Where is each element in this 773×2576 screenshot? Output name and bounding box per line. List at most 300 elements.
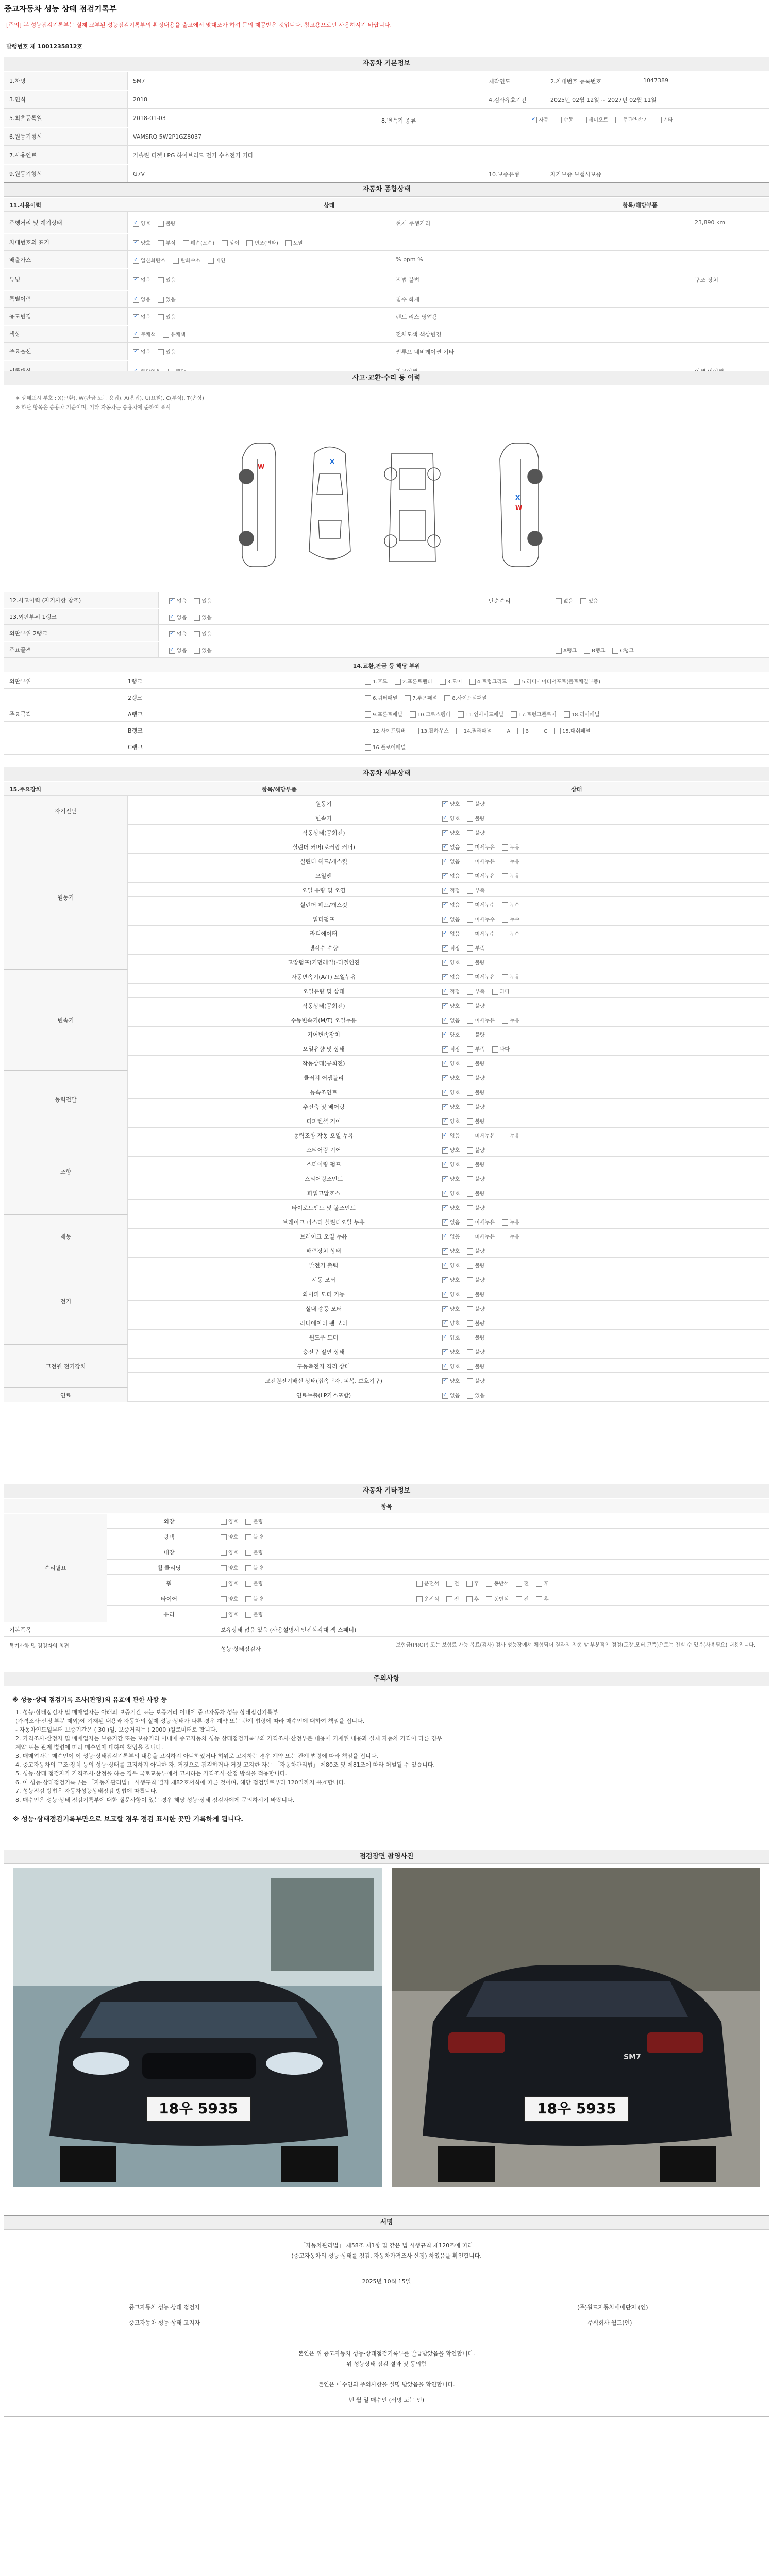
checkbox[interactable] bbox=[467, 816, 473, 822]
checkbox[interactable] bbox=[467, 1104, 473, 1110]
option[interactable]: 불량 bbox=[467, 800, 484, 807]
checkbox[interactable] bbox=[158, 240, 164, 246]
checkbox[interactable] bbox=[133, 332, 139, 338]
option[interactable]: 불량 bbox=[467, 1088, 484, 1096]
option[interactable]: 양호 bbox=[221, 1533, 238, 1540]
checkbox[interactable] bbox=[467, 1090, 473, 1096]
option[interactable]: 12.사이드멤버 bbox=[365, 726, 406, 734]
option[interactable]: 불량 bbox=[467, 1319, 484, 1327]
checkbox[interactable] bbox=[365, 695, 371, 701]
option[interactable]: ✓ 없음 bbox=[169, 613, 187, 621]
option[interactable]: 3.도어 bbox=[440, 677, 462, 685]
checkbox[interactable] bbox=[554, 728, 561, 734]
option[interactable]: ✓ 없음 bbox=[442, 1131, 460, 1139]
option[interactable]: ✓ 없음 bbox=[442, 1218, 460, 1226]
checkbox[interactable] bbox=[467, 1191, 473, 1197]
checkbox[interactable] bbox=[584, 648, 590, 654]
option[interactable]: 불량 bbox=[467, 1333, 484, 1341]
option[interactable]: ✓ 적정 bbox=[442, 944, 460, 952]
checkbox[interactable] bbox=[556, 117, 562, 123]
option[interactable]: 불량 bbox=[467, 814, 484, 822]
option[interactable]: 있음 bbox=[194, 613, 211, 621]
option[interactable]: 8.사이드실패널 bbox=[444, 693, 487, 701]
checkbox[interactable] bbox=[442, 1061, 448, 1067]
checkbox[interactable] bbox=[442, 1032, 448, 1038]
option[interactable]: 부식 bbox=[158, 239, 175, 246]
option[interactable]: 변조(변타) bbox=[246, 239, 278, 246]
checkbox[interactable] bbox=[467, 1118, 473, 1125]
checkbox[interactable] bbox=[405, 695, 411, 701]
checkbox[interactable] bbox=[467, 1364, 473, 1370]
checkbox[interactable] bbox=[467, 1277, 473, 1283]
option[interactable]: 미세누유 bbox=[467, 1016, 495, 1024]
checkbox[interactable] bbox=[466, 1581, 473, 1587]
option[interactable]: 있음 bbox=[194, 646, 211, 654]
checkbox[interactable] bbox=[502, 1018, 508, 1024]
checkbox[interactable] bbox=[502, 902, 508, 908]
checkbox[interactable] bbox=[442, 1393, 448, 1399]
checkbox[interactable] bbox=[469, 679, 476, 685]
option[interactable]: 훼손(오손) bbox=[183, 239, 214, 246]
option[interactable]: 후 bbox=[466, 1595, 479, 1602]
option[interactable]: ✓ 양호 bbox=[442, 958, 460, 966]
option[interactable]: ✓ 양호 bbox=[442, 1261, 460, 1269]
option[interactable]: ✓ 양호 bbox=[442, 1276, 460, 1283]
option[interactable]: 없음 bbox=[556, 597, 573, 604]
option[interactable]: ✓ 없음 bbox=[133, 276, 150, 283]
option[interactable]: 미세누수 bbox=[467, 915, 495, 923]
option[interactable]: ✓ 일산화탄소 bbox=[133, 256, 165, 264]
option[interactable]: 불량 bbox=[245, 1564, 263, 1571]
checkbox[interactable] bbox=[467, 989, 473, 995]
checkbox[interactable] bbox=[442, 1335, 448, 1341]
option[interactable]: ✓ 없음 bbox=[442, 929, 460, 937]
option[interactable]: 누유 bbox=[502, 1232, 519, 1240]
option[interactable]: ✓ 양호 bbox=[442, 814, 460, 822]
checkbox[interactable] bbox=[467, 1248, 473, 1255]
option[interactable]: 15.대쉬패널 bbox=[554, 726, 591, 734]
checkbox[interactable] bbox=[536, 1581, 542, 1587]
option[interactable]: 미세누수 bbox=[467, 901, 495, 908]
option[interactable]: ✓ 적정 bbox=[442, 987, 460, 995]
option[interactable]: ✓ 없음 bbox=[169, 630, 187, 637]
option[interactable]: 불량 bbox=[245, 1517, 263, 1525]
checkbox[interactable] bbox=[245, 1534, 251, 1540]
checkbox[interactable] bbox=[612, 648, 618, 654]
checkbox[interactable] bbox=[245, 1581, 251, 1587]
checkbox[interactable] bbox=[163, 332, 169, 338]
option[interactable]: 매연 bbox=[208, 256, 225, 264]
checkbox[interactable] bbox=[169, 648, 175, 654]
checkbox[interactable] bbox=[502, 1219, 508, 1226]
option[interactable]: ✓ 적정 bbox=[442, 1045, 460, 1053]
option[interactable]: 불량 bbox=[467, 1362, 484, 1370]
option[interactable]: 양호 bbox=[221, 1548, 238, 1556]
option[interactable]: 동반석 bbox=[486, 1579, 509, 1587]
option[interactable]: 누유 bbox=[502, 973, 519, 980]
checkbox[interactable] bbox=[442, 917, 448, 923]
checkbox[interactable] bbox=[442, 1118, 448, 1125]
checkbox[interactable] bbox=[467, 945, 473, 952]
option[interactable]: 16.플로어패널 bbox=[365, 743, 406, 751]
option[interactable]: 불량 bbox=[467, 1002, 484, 1009]
checkbox[interactable] bbox=[446, 1581, 452, 1587]
option[interactable]: 불량 bbox=[467, 1189, 484, 1197]
checkbox[interactable] bbox=[467, 1234, 473, 1240]
checkbox[interactable] bbox=[536, 728, 542, 734]
checkbox[interactable] bbox=[467, 859, 473, 865]
option[interactable]: 있음 bbox=[158, 313, 175, 320]
checkbox[interactable] bbox=[442, 1191, 448, 1197]
checkbox[interactable] bbox=[365, 679, 371, 685]
option[interactable]: 불량 bbox=[467, 1175, 484, 1182]
checkbox[interactable] bbox=[502, 974, 508, 980]
checkbox[interactable] bbox=[133, 221, 139, 227]
option[interactable]: 누유 bbox=[502, 1218, 519, 1226]
checkbox[interactable] bbox=[467, 830, 473, 836]
checkbox[interactable] bbox=[365, 728, 371, 734]
option[interactable]: ✓ 적정 bbox=[442, 886, 460, 894]
option[interactable]: 불량 bbox=[467, 1276, 484, 1283]
option[interactable]: 14.필러패널 bbox=[456, 726, 492, 734]
option[interactable]: 있음 bbox=[158, 348, 175, 355]
option[interactable]: 양호 bbox=[221, 1517, 238, 1525]
checkbox[interactable] bbox=[502, 859, 508, 865]
checkbox[interactable] bbox=[467, 801, 473, 807]
checkbox[interactable] bbox=[536, 1596, 542, 1602]
checkbox[interactable] bbox=[467, 1032, 473, 1038]
checkbox[interactable] bbox=[467, 931, 473, 937]
checkbox[interactable] bbox=[492, 1046, 498, 1053]
option[interactable]: 17.트렁크플로어 bbox=[511, 710, 557, 718]
checkbox[interactable] bbox=[442, 1277, 448, 1283]
option[interactable]: C bbox=[536, 728, 547, 734]
checkbox[interactable] bbox=[467, 1335, 473, 1341]
checkbox[interactable] bbox=[502, 931, 508, 937]
checkbox[interactable] bbox=[442, 859, 448, 865]
checkbox[interactable] bbox=[194, 598, 200, 604]
option[interactable]: 불량 bbox=[158, 219, 175, 227]
checkbox[interactable] bbox=[517, 728, 524, 734]
checkbox[interactable] bbox=[467, 1162, 473, 1168]
checkbox[interactable] bbox=[442, 902, 448, 908]
option[interactable]: ✓ 양호 bbox=[442, 1175, 460, 1182]
option[interactable]: 후 bbox=[466, 1579, 479, 1587]
option[interactable]: ✓ 양호 bbox=[442, 1146, 460, 1154]
checkbox[interactable] bbox=[467, 1378, 473, 1384]
checkbox[interactable] bbox=[158, 221, 164, 227]
checkbox[interactable] bbox=[245, 1550, 251, 1556]
checkbox[interactable] bbox=[221, 1581, 227, 1587]
checkbox[interactable] bbox=[442, 974, 448, 980]
option[interactable]: ✓ 없음 bbox=[442, 1016, 460, 1024]
option[interactable]: 불량 bbox=[467, 1377, 484, 1384]
checkbox[interactable] bbox=[442, 1263, 448, 1269]
option[interactable]: B랭크 bbox=[584, 646, 605, 654]
option[interactable]: 미세누유 bbox=[467, 843, 495, 851]
checkbox[interactable] bbox=[442, 945, 448, 952]
checkbox[interactable] bbox=[442, 1292, 448, 1298]
option[interactable]: ✓ 양호 bbox=[133, 239, 150, 246]
option[interactable]: 불량 bbox=[467, 958, 484, 966]
option[interactable]: ✓ 양호 bbox=[442, 1333, 460, 1341]
checkbox[interactable] bbox=[133, 258, 139, 264]
checkbox[interactable] bbox=[221, 1550, 227, 1556]
checkbox[interactable] bbox=[416, 1596, 423, 1602]
option[interactable]: 미세누유 bbox=[467, 857, 495, 865]
option[interactable]: ✓ 양호 bbox=[442, 1189, 460, 1197]
checkbox[interactable] bbox=[221, 1612, 227, 1618]
checkbox[interactable] bbox=[194, 648, 200, 654]
checkbox[interactable] bbox=[467, 1176, 473, 1182]
checkbox[interactable] bbox=[516, 1596, 522, 1602]
option[interactable]: ✓ 무채색 bbox=[133, 330, 156, 338]
option[interactable]: 미세누유 bbox=[467, 1218, 495, 1226]
checkbox[interactable] bbox=[467, 1306, 473, 1312]
checkbox[interactable] bbox=[208, 258, 214, 264]
option[interactable]: 불량 bbox=[467, 1030, 484, 1038]
option[interactable]: 불량 bbox=[245, 1610, 263, 1618]
checkbox[interactable] bbox=[442, 989, 448, 995]
option[interactable]: 탄화수소 bbox=[173, 256, 200, 264]
option[interactable]: 있음 bbox=[158, 276, 175, 283]
option[interactable]: 누유 bbox=[502, 1131, 519, 1139]
checkbox[interactable] bbox=[413, 728, 419, 734]
checkbox[interactable] bbox=[173, 258, 179, 264]
option[interactable]: ✓ 양호 bbox=[442, 1117, 460, 1125]
checkbox[interactable] bbox=[245, 1519, 251, 1525]
checkbox[interactable] bbox=[564, 711, 570, 718]
checkbox[interactable] bbox=[581, 117, 587, 123]
checkbox[interactable] bbox=[221, 1519, 227, 1525]
option[interactable]: ✓ 양호 bbox=[442, 1103, 460, 1110]
checkbox[interactable] bbox=[456, 728, 462, 734]
checkbox[interactable] bbox=[511, 711, 517, 718]
option[interactable]: ✓ 양호 bbox=[442, 1030, 460, 1038]
checkbox[interactable] bbox=[467, 1263, 473, 1269]
option[interactable]: 도말 bbox=[285, 239, 303, 246]
option[interactable]: 불량 bbox=[245, 1548, 263, 1556]
option[interactable]: ✓ 양호 bbox=[442, 800, 460, 807]
option[interactable]: ✓ 양호 bbox=[442, 828, 460, 836]
option[interactable]: 전 bbox=[516, 1579, 529, 1587]
checkbox[interactable] bbox=[442, 1349, 448, 1355]
option[interactable]: 4.트렁크리드 bbox=[469, 677, 507, 685]
checkbox[interactable] bbox=[467, 844, 473, 851]
option[interactable]: 불량 bbox=[245, 1579, 263, 1587]
option[interactable]: 누유 bbox=[502, 857, 519, 865]
option[interactable]: 불량 bbox=[467, 1348, 484, 1355]
option[interactable]: 기타 bbox=[656, 115, 673, 123]
option[interactable]: 2.프론트펜더 bbox=[395, 677, 432, 685]
checkbox[interactable] bbox=[245, 1596, 251, 1602]
option[interactable]: 미세누유 bbox=[467, 973, 495, 980]
checkbox[interactable] bbox=[556, 648, 562, 654]
option[interactable]: 양호 bbox=[221, 1595, 238, 1602]
checkbox[interactable] bbox=[442, 1133, 448, 1139]
option[interactable]: 불량 bbox=[467, 1160, 484, 1168]
checkbox[interactable] bbox=[580, 598, 586, 604]
checkbox[interactable] bbox=[442, 844, 448, 851]
option[interactable]: 상이 bbox=[222, 239, 239, 246]
option[interactable]: 있음 bbox=[467, 1391, 484, 1399]
checkbox[interactable] bbox=[467, 1003, 473, 1009]
checkbox[interactable] bbox=[442, 1046, 448, 1053]
option[interactable]: 불량 bbox=[245, 1595, 263, 1602]
option[interactable]: ✓ 양호 bbox=[442, 1059, 460, 1067]
checkbox[interactable] bbox=[416, 1581, 423, 1587]
checkbox[interactable] bbox=[442, 1075, 448, 1081]
checkbox[interactable] bbox=[221, 1596, 227, 1602]
option[interactable]: 누유 bbox=[502, 1016, 519, 1024]
checkbox[interactable] bbox=[442, 1234, 448, 1240]
checkbox[interactable] bbox=[442, 830, 448, 836]
option[interactable]: 수동 bbox=[556, 115, 573, 123]
option[interactable]: ✓ 양호 bbox=[442, 1362, 460, 1370]
checkbox[interactable] bbox=[467, 1133, 473, 1139]
option[interactable]: 양호 bbox=[221, 1564, 238, 1571]
option[interactable]: 18.리어패널 bbox=[564, 710, 600, 718]
checkbox[interactable] bbox=[467, 1205, 473, 1211]
checkbox[interactable] bbox=[133, 349, 139, 355]
option[interactable]: 불량 bbox=[467, 1103, 484, 1110]
option[interactable]: ✓ 없음 bbox=[169, 646, 187, 654]
option[interactable]: ✓ 없음 bbox=[442, 915, 460, 923]
checkbox[interactable] bbox=[467, 1292, 473, 1298]
option[interactable]: ✓ 자동 bbox=[531, 115, 548, 123]
option[interactable]: ✓ 없음 bbox=[169, 597, 187, 604]
checkbox[interactable] bbox=[516, 1581, 522, 1587]
checkbox[interactable] bbox=[446, 1596, 452, 1602]
checkbox[interactable] bbox=[467, 1219, 473, 1226]
checkbox[interactable] bbox=[467, 1320, 473, 1327]
checkbox[interactable] bbox=[169, 615, 175, 621]
option[interactable]: 불량 bbox=[467, 1059, 484, 1067]
checkbox[interactable] bbox=[442, 1003, 448, 1009]
option[interactable]: 11.인사이드패널 bbox=[458, 710, 503, 718]
checkbox[interactable] bbox=[492, 989, 498, 995]
checkbox[interactable] bbox=[245, 1612, 251, 1618]
checkbox[interactable] bbox=[442, 1320, 448, 1327]
option[interactable]: 운전석 bbox=[416, 1595, 439, 1602]
option[interactable]: 동반석 bbox=[486, 1595, 509, 1602]
option[interactable]: 불량 bbox=[467, 1146, 484, 1154]
checkbox[interactable] bbox=[133, 240, 139, 246]
option[interactable]: A랭크 bbox=[556, 646, 577, 654]
option[interactable]: 유채색 bbox=[163, 330, 186, 338]
checkbox[interactable] bbox=[133, 277, 139, 283]
option[interactable]: 불량 bbox=[467, 828, 484, 836]
checkbox[interactable] bbox=[499, 728, 505, 734]
checkbox[interactable] bbox=[442, 1205, 448, 1211]
checkbox[interactable] bbox=[467, 1393, 473, 1399]
checkbox[interactable] bbox=[656, 117, 662, 123]
option[interactable]: 양호 bbox=[221, 1579, 238, 1587]
option[interactable]: 10.크로스멤버 bbox=[410, 710, 450, 718]
option[interactable]: 있음 bbox=[158, 295, 175, 303]
checkbox[interactable] bbox=[169, 598, 175, 604]
checkbox[interactable] bbox=[486, 1596, 492, 1602]
checkbox[interactable] bbox=[466, 1596, 473, 1602]
option[interactable]: 불량 bbox=[467, 1074, 484, 1081]
option[interactable]: 7.루프패널 bbox=[405, 693, 437, 701]
option[interactable]: 부족 bbox=[467, 886, 484, 894]
option[interactable]: ✓ 양호 bbox=[442, 1002, 460, 1009]
option[interactable]: 과다 bbox=[492, 987, 510, 995]
checkbox[interactable] bbox=[158, 277, 164, 283]
option[interactable]: ✓ 양호 bbox=[442, 1074, 460, 1081]
checkbox[interactable] bbox=[169, 631, 175, 637]
option[interactable]: 있음 bbox=[194, 630, 211, 637]
option[interactable]: 불량 bbox=[467, 1247, 484, 1255]
option[interactable]: 부족 bbox=[467, 987, 484, 995]
option[interactable]: 누수 bbox=[502, 901, 519, 908]
option[interactable]: ✓ 없음 bbox=[442, 901, 460, 908]
checkbox[interactable] bbox=[467, 960, 473, 966]
checkbox[interactable] bbox=[365, 744, 371, 751]
checkbox[interactable] bbox=[486, 1581, 492, 1587]
checkbox[interactable] bbox=[502, 917, 508, 923]
checkbox[interactable] bbox=[531, 117, 537, 123]
option[interactable]: 불량 bbox=[245, 1533, 263, 1540]
option[interactable]: 과다 bbox=[492, 1045, 510, 1053]
option[interactable]: ✓ 없음 bbox=[133, 295, 150, 303]
checkbox[interactable] bbox=[442, 1248, 448, 1255]
option[interactable]: 전 bbox=[446, 1595, 459, 1602]
checkbox[interactable] bbox=[442, 1176, 448, 1182]
checkbox[interactable] bbox=[442, 888, 448, 894]
option[interactable]: 누유 bbox=[502, 843, 519, 851]
option[interactable]: ✓ 양호 bbox=[442, 1348, 460, 1355]
option[interactable]: ✓ 없음 bbox=[133, 348, 150, 355]
checkbox[interactable] bbox=[158, 349, 164, 355]
checkbox[interactable] bbox=[467, 1147, 473, 1154]
checkbox[interactable] bbox=[502, 1234, 508, 1240]
option[interactable]: ✓ 없음 bbox=[442, 1391, 460, 1399]
option[interactable]: 미세누유 bbox=[467, 872, 495, 879]
option[interactable]: 무단변속기 bbox=[615, 115, 648, 123]
option[interactable]: 세미오토 bbox=[581, 115, 609, 123]
checkbox[interactable] bbox=[467, 1075, 473, 1081]
checkbox[interactable] bbox=[458, 711, 464, 718]
checkbox[interactable] bbox=[467, 917, 473, 923]
option[interactable]: 후 bbox=[536, 1579, 549, 1587]
checkbox[interactable] bbox=[442, 1090, 448, 1096]
checkbox[interactable] bbox=[442, 1306, 448, 1312]
checkbox[interactable] bbox=[467, 888, 473, 894]
checkbox[interactable] bbox=[467, 1018, 473, 1024]
option[interactable]: ✓ 없음 bbox=[442, 843, 460, 851]
checkbox[interactable] bbox=[183, 240, 189, 246]
checkbox[interactable] bbox=[442, 1147, 448, 1154]
checkbox[interactable] bbox=[442, 816, 448, 822]
checkbox[interactable] bbox=[245, 1565, 251, 1571]
option[interactable]: 누수 bbox=[502, 929, 519, 937]
option[interactable]: 불량 bbox=[467, 1290, 484, 1298]
checkbox[interactable] bbox=[467, 873, 473, 879]
checkbox[interactable] bbox=[285, 240, 292, 246]
checkbox[interactable] bbox=[467, 974, 473, 980]
option[interactable]: ✓ 양호 bbox=[442, 1377, 460, 1384]
checkbox[interactable] bbox=[442, 1219, 448, 1226]
checkbox[interactable] bbox=[440, 679, 446, 685]
option[interactable]: 미세누수 bbox=[467, 929, 495, 937]
checkbox[interactable] bbox=[158, 297, 164, 303]
checkbox[interactable] bbox=[615, 117, 621, 123]
option[interactable]: ✓ 양호 bbox=[442, 1247, 460, 1255]
checkbox[interactable] bbox=[467, 1061, 473, 1067]
option[interactable]: ✓ 없음 bbox=[442, 973, 460, 980]
